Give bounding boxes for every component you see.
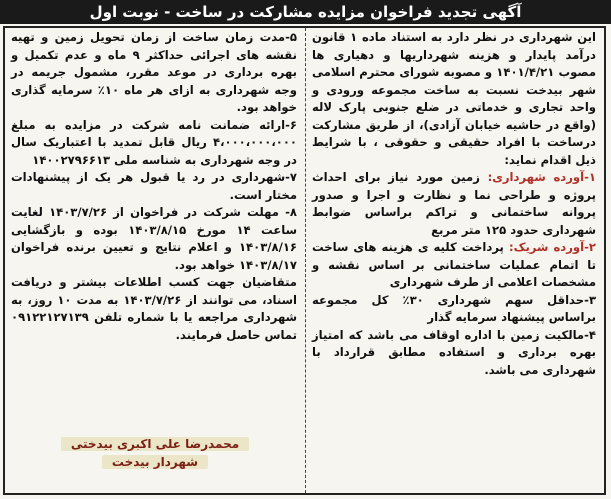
item-1 (312, 169, 596, 239)
signature-name-row (12, 437, 298, 451)
item-1-text: زمین مورد نیاز برای احداث پروژه و طراحی نما و نظارت و اجرا و صدور پروانه ساختمانی و تراکم براساس ضوابط شهرداری حدود ۱۲۵ متر مربع (312, 170, 596, 237)
item-7: ۷-شهرداری در رد یا قبول هر یک از پیشنهادات مختار است. (11, 170, 297, 202)
item-6: ۶-ارائه ضمانت نامه شرکت در مزایده به مبلغ ۴،۰۰۰،۰۰۰،۰۰۰ ریال قابل تمدید با اعتباریک سال در وجه شهرداری به شناسه ملی ۱۴۰۰۲۷۹۶۶۱۳ (11, 117, 297, 167)
closing-paragraph: متقاضیان جهت کسب اطلاعات بیشتر و دریافت اسناد، می توانند از ۱۴۰۳/۷/۲۶ به مدت ۱۰ روز، به شهرداری مراجعه یا با شماره تلفن ۰۹۱۲۲۱۲۷۱۳۹ تماس حاصل فرمایند. (11, 275, 297, 342)
item-3: ۳-حداقل سهم شهرداری ۳۰٪ کل مجموعه براساس پیشنهاد سرمایه گذار (312, 292, 597, 324)
signature-title: شهردار بیدخت (102, 455, 208, 469)
column-divider (305, 28, 306, 493)
signature-name: محمدرضا علی اکبری بیدختی (61, 437, 249, 451)
item-1-label: ۱-آورده شهرداری: (487, 170, 596, 184)
item-5: ۵-مدت زمان ساخت از زمان تحویل زمین و تهیه نقشه های اجرائی حداکثر ۹ ماه و عدم تکمیل و بهره برداری در موعد مقرر، مشمول جریمه در وجه شهرداری به ازای هر ماه ۱۰٪ سرمایه گذاری خواهد بود. (11, 30, 297, 114)
item-2 (312, 239, 596, 292)
intro-paragraph: این شهرداری در نظر دارد به استناد ماده ۱ قانون درآمد پایدار و هزینه شهرداریها و دهیاری ها مصوب ۱۴۰۱/۴/۲۱ و مصوبه شورای محترم اسلامی شهر بیدخت نسبت به ساخت مجموعه ورودی و واحد تجاری و خدماتی در ضلع جنوبی پارک لاله (واقع در حاشیه خیابان آزادی)، از طریق مشارکت درساخت با افراد حقیقی و حقوقی ، با شرایط ذیل اقدام نماید: (312, 30, 596, 167)
signature-title-row (12, 455, 298, 469)
item-2-text: پرداخت کلیه ی هزینه های ساخت تا اتمام عملیات ساختمانی بر اساس نقشه و مشخصات اعلامی از طرف شهرداری (312, 240, 596, 289)
item-4: ۴-مالکیت زمین با اداره اوقاف می باشد که امتیاز بهره برداری و استفاده مطابق قرارداد با شهرداری می باشد. (312, 327, 596, 377)
item-8: ۸- مهلت شرکت در فراخوان از ۱۴۰۳/۷/۲۶ لغایت ساعت ۱۴ مورخ ۱۴۰۳/۸/۱۵ بوده و بازگشایی ۱۴۰۳/۸/۱۶ و اعلام نتایج و تعیین برنده فراخوان ۱۴۰۳/۸/۱۷ خواهد بود. (11, 205, 297, 272)
notice-title: آگهی تجدید فراخوان مزایده مشارکت در ساخت - نوبت اول (0, 0, 611, 24)
right-column (308, 29, 602, 379)
left-column (7, 29, 303, 344)
item-2-label: ۲-آورده شریک: (508, 240, 596, 254)
